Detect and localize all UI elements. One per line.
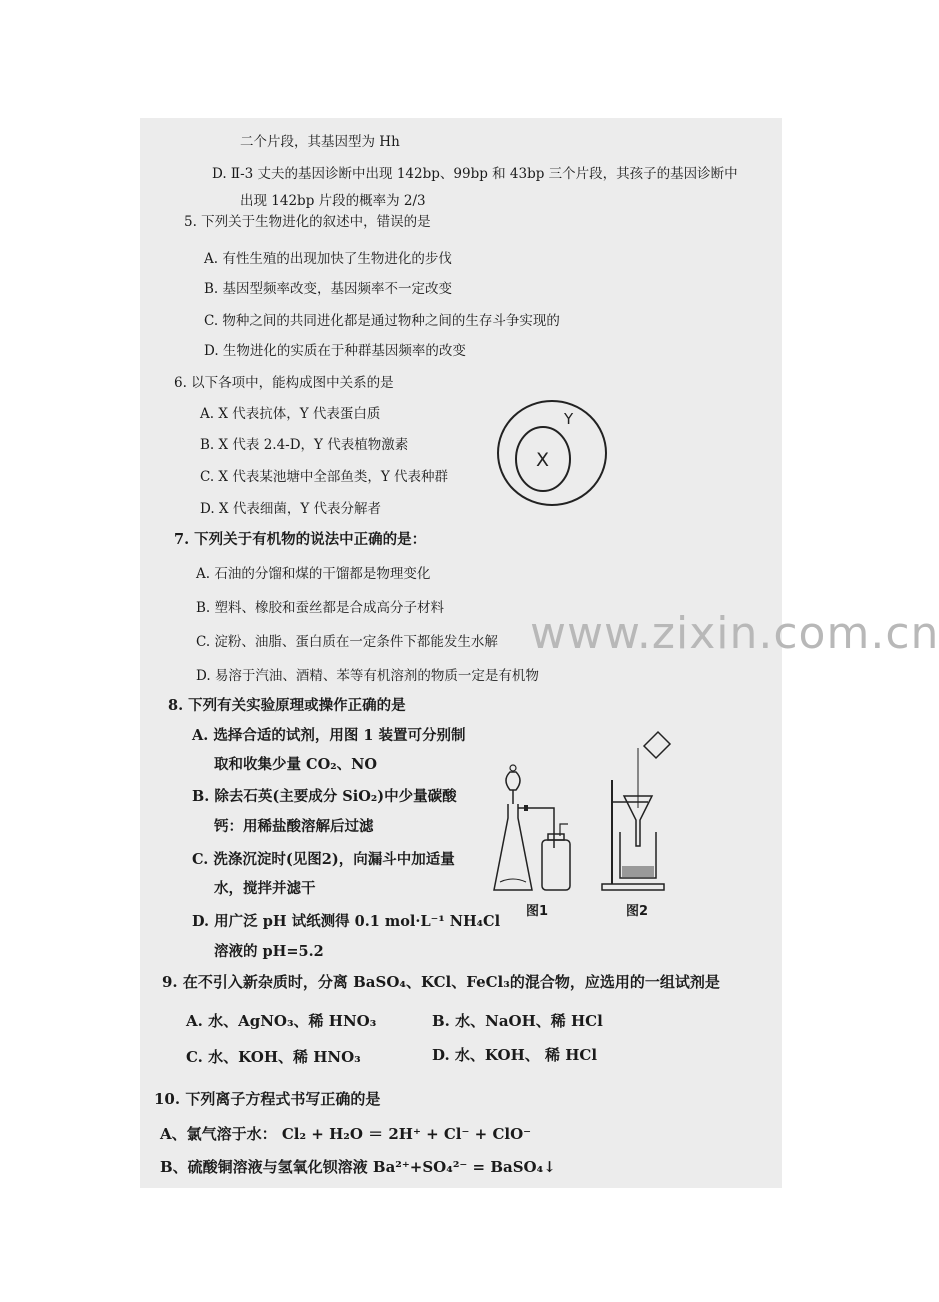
- option: A、氯气溶于水： Cl₂ + H₂O ＝ 2H⁺ + Cl⁻ + ClO⁻: [160, 1125, 532, 1143]
- option: D. 水、KOH、 稀 HCl: [432, 1046, 598, 1064]
- apparatus-figure-2: [598, 728, 688, 898]
- figure-2-label: 图2: [626, 904, 649, 919]
- venn-diagram: [496, 396, 618, 506]
- question-6: 6. 以下各项中，能构成图中关系的是: [174, 375, 394, 391]
- option: C. 水、KOH、稀 HNO₃: [186, 1048, 361, 1066]
- option: D. 易溶于汽油、酒精、苯等有机溶剂的物质一定是有机物: [196, 668, 539, 684]
- option: A. 有性生殖的出现加快了生物进化的步伐: [204, 251, 452, 267]
- option: A. 水、AgNO₃、稀 HNO₃: [186, 1012, 377, 1030]
- label-x: X: [536, 449, 550, 471]
- option: B. 基因型频率改变，基因频率不一定改变: [204, 281, 453, 297]
- question-5: 5. 下列关于生物进化的叙述中，错误的是: [184, 214, 431, 230]
- option: C. 洗涤沉淀时(见图2)，向漏斗中加适量: [192, 851, 455, 868]
- question-9: 9. 在不引入新杂质时，分离 BaSO₄、KCl、FeCl₃的混合物，应选用的一组试剂是: [162, 973, 720, 991]
- option: B. 塑料、橡胶和蚕丝都是合成高分子材料: [196, 600, 445, 616]
- option: A. 石油的分馏和煤的干馏都是物理变化: [196, 566, 431, 582]
- option: D. 生物进化的实质在于种群基因频率的改变: [204, 343, 466, 359]
- option: B. X 代表 2.4-D，Y 代表植物激素: [200, 437, 409, 453]
- option: B、硫酸铜溶液与氢氧化钡溶液 Ba²⁺+SO₄²⁻ = BaSO₄↓: [160, 1158, 556, 1176]
- exam-page: [140, 118, 939, 1188]
- figure-1-label: 图1: [526, 904, 549, 919]
- text-line: D. Ⅱ-3 丈夫的基因诊断中出现 142bp、99bp 和 43bp 三个片段，其孩子的基因诊断中: [212, 166, 738, 182]
- option: A. X 代表抗体，Y 代表蛋白质: [200, 406, 381, 422]
- apparatus-figure-1: [490, 758, 580, 898]
- option-cont: 取和收集少量 CO₂、NO: [214, 756, 377, 773]
- option: C. X 代表某池塘中全部鱼类，Y 代表种群: [200, 469, 449, 485]
- option: C. 淀粉、油脂、蛋白质在一定条件下都能发生水解: [196, 634, 498, 650]
- question-10: 10. 下列离子方程式书写正确的是: [154, 1090, 381, 1108]
- option: C. 物种之间的共同进化都是通过物种之间的生存斗争实现的: [204, 313, 560, 329]
- text-line: 出现 142bp 片段的概率为 2/3: [240, 193, 426, 209]
- option-cont: 溶液的 pH=5.2: [214, 943, 324, 960]
- option-cont: 钙：用稀盐酸溶解后过滤: [214, 818, 374, 835]
- option: D. X 代表细菌，Y 代表分解者: [200, 501, 382, 517]
- question-7: 7. 下列关于有机物的说法中正确的是：: [174, 531, 427, 548]
- option: D. 用广泛 pH 试纸测得 0.1 mol·L⁻¹ NH₄Cl: [192, 913, 501, 930]
- watermark: www.zixin.com.cn: [530, 608, 939, 659]
- text-line: 二个片段，其基因型为 Hh: [240, 134, 400, 150]
- label-y: Y: [564, 410, 574, 428]
- option: B. 除去石英(主要成分 SiO₂)中少量碳酸: [192, 788, 457, 805]
- question-8: 8. 下列有关实验原理或操作正确的是: [168, 697, 406, 714]
- option: A. 选择合适的试剂，用图 1 装置可分别制: [192, 727, 466, 744]
- option-cont: 水，搅拌并滤干: [214, 880, 316, 897]
- option: B. 水、NaOH、稀 HCl: [432, 1012, 603, 1030]
